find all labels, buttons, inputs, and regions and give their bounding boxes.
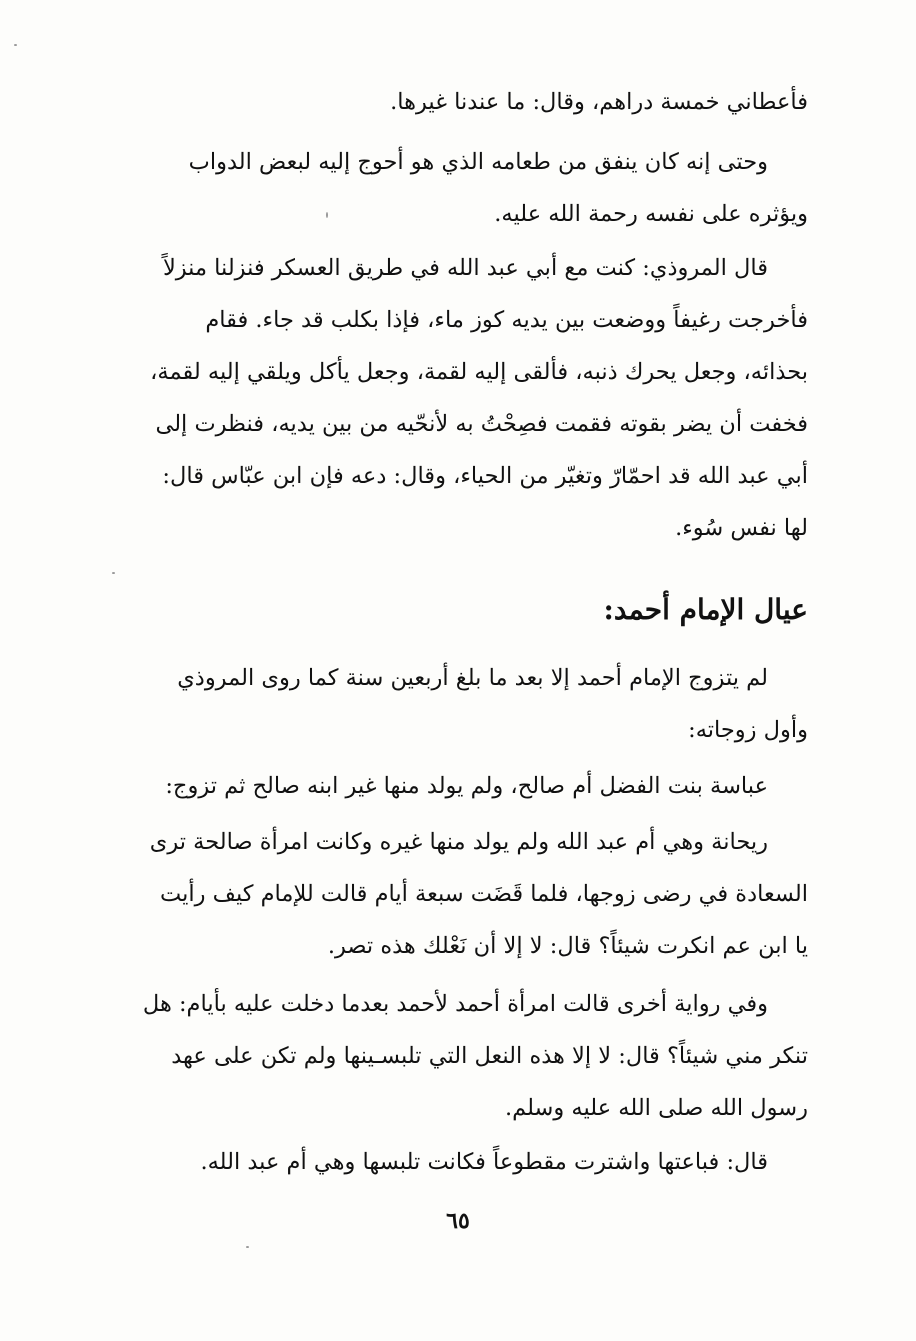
text-line: أبي عبد الله قد احمّارّ وتغيّر من الحياء، وقال: دعه فإن ابن عبّاس قال: xyxy=(162,463,808,489)
scan-speck xyxy=(246,1246,249,1248)
text-line: لم يتزوج الإمام أحمد إلا بعد ما بلغ أربعين سنة كما روى المروذي xyxy=(177,665,768,691)
text-line: ويؤثره على نفسه رحمة الله عليه. xyxy=(494,201,808,227)
text-line: فأخرجت رغيفاً ووضعت بين يديه كوز ماء، فإذا بكلب قد جاء. فقام xyxy=(205,307,808,333)
paragraph xyxy=(118,1136,808,1188)
paragraph xyxy=(118,652,808,756)
scan-speck xyxy=(112,572,115,574)
page-number: ٦٥ xyxy=(446,1208,470,1234)
text-line: تنكر مني شيئاً؟ قال: لا إلا هذه النعل التي تلبسـينها ولم تكن على عهد xyxy=(171,1043,808,1069)
text-line: بحذائه، وجعل يحرك ذنبه، فألقى إليه لقمة، وجعل يأكل ويلقي إليه لقمة، xyxy=(150,359,808,385)
text-line: ريحانة وهي أم عبد الله ولم يولد منها غيره وكانت امرأة صالحة ترى xyxy=(149,829,768,855)
text-line: لها نفس سُوء. xyxy=(675,515,808,541)
paragraph xyxy=(118,136,808,240)
text-line: فأعطاني خمسة دراهم، وقال: ما عندنا غيرها. xyxy=(390,89,808,115)
text-line: وحتى إنه كان ينفق من طعامه الذي هو أحوج إليه لبعض الدواب xyxy=(188,149,768,175)
paragraph xyxy=(118,760,808,812)
paragraph xyxy=(118,978,808,1134)
paragraph xyxy=(118,242,808,554)
text-line: وأول زوجاته: xyxy=(688,717,808,743)
text-line: رسول الله صلى الله عليه وسلم. xyxy=(504,1095,808,1121)
text-line: قال: فباعتها واشترت مقطوعاً فكانت تلبسها وهي أم عبد الله. xyxy=(200,1149,768,1175)
scan-speck xyxy=(326,212,328,218)
paragraph xyxy=(118,816,808,972)
scan-speck xyxy=(14,44,17,46)
text-line: وفي رواية أخرى قالت امرأة أحمد لأحمد بعدما دخلت عليه بأيام: هل xyxy=(142,991,768,1017)
text-line: عباسة بنت الفضل أم صالح، ولم يولد منها غير ابنه صالح ثم تزوج: xyxy=(165,773,768,799)
section-heading: عيال الإمام أحمد: xyxy=(603,593,808,626)
text-line: فخفت أن يضر بقوته فقمت فصِحْتُ به لأنحّيه من بين يديه، فنظرت إلى xyxy=(155,411,808,437)
text-line: قال المروذي: كنت مع أبي عبد الله في طريق العسكر فنزلنا منزلاً xyxy=(162,255,768,281)
paragraph xyxy=(118,76,808,128)
text-line: يا ابن عم انكرت شيئاً؟ قال: لا إلا أن نَعْلك هذه تصر. xyxy=(327,933,808,959)
text-line: السعادة في رضى زوجها، فلما قَضَت سبعة أيام قالت للإمام كيف رأيت xyxy=(160,881,808,907)
